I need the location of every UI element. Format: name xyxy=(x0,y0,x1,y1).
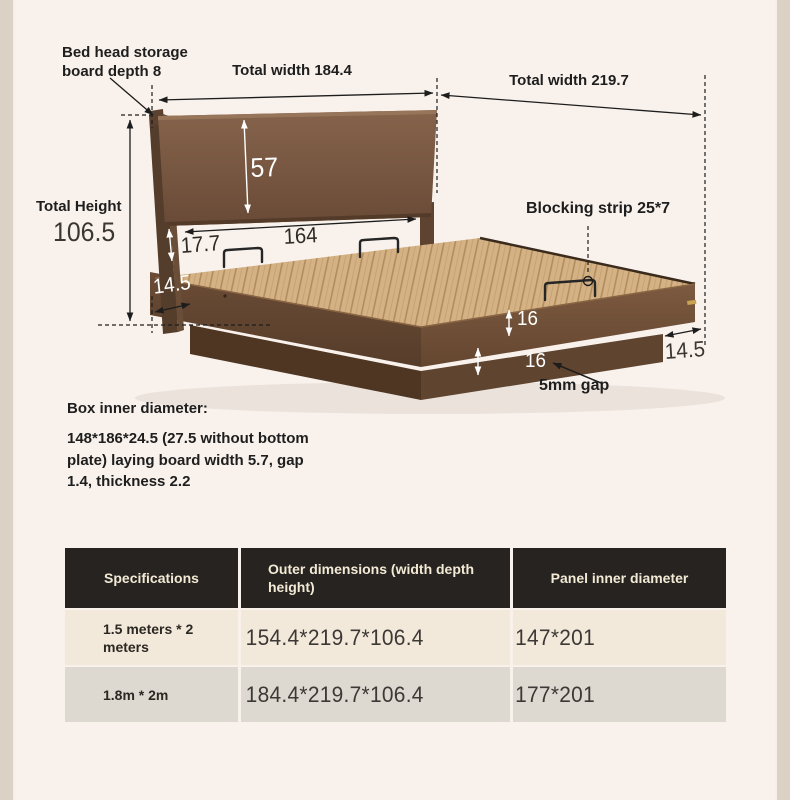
overhang-left-value: 14.5 xyxy=(152,271,192,299)
total-width-side-label: Total width 219.7 xyxy=(509,72,629,89)
blocking-strip-label: Blocking strip 25*7 xyxy=(526,200,671,217)
table-row1-spec: 1.5 meters * 2 meters xyxy=(65,610,238,665)
total-width-head-label: Total width 184.4 xyxy=(232,62,352,79)
bed-head-storage-label-line2: board depth 8 xyxy=(62,63,162,80)
left-edge-band xyxy=(0,0,15,800)
table-header-panel-inner-diameter: Panel inner diameter xyxy=(513,548,726,608)
table-row1-outer: 154.4*219.7*106.4 xyxy=(241,610,510,665)
headboard-panel xyxy=(158,110,437,226)
arrow-overhang-right xyxy=(665,329,701,336)
gap-note-label: 5mm gap xyxy=(539,377,610,394)
rail-dot xyxy=(223,294,226,297)
leader-bed-head xyxy=(110,78,153,115)
table-header-outer-dimensions: Outer dimensions (width depth height) xyxy=(241,548,510,608)
table-row2-spec: 1.8m * 2m xyxy=(65,667,238,722)
arrow-width-184 xyxy=(159,93,433,100)
arrow-width-219 xyxy=(441,95,701,115)
bed-head-storage-label-line1: Bed head storage xyxy=(62,44,188,61)
total-height-label: Total Height xyxy=(36,198,122,215)
table-row2-panel: 177*201 xyxy=(513,667,726,722)
overhang-right-value: 14.5 xyxy=(664,336,706,364)
lift-handle-1 xyxy=(224,248,262,267)
box-inner-diameter-body: 148*186*24.5 (27.5 without bottom plate) laying board width 5.7, gap 1.4, thickness 2.2 xyxy=(67,430,309,490)
box-inner-diameter-title: Box inner diameter: xyxy=(67,400,208,417)
headboard-height-value: 57 xyxy=(250,151,279,183)
table-row1-panel: 147*201 xyxy=(513,610,726,665)
table-header-specifications: Specifications xyxy=(65,548,238,608)
plinth-height-value: 16 xyxy=(525,350,546,372)
inner-width-value: 164 xyxy=(283,222,318,249)
table-row2-outer: 184.4*219.7*106.4 xyxy=(241,667,510,722)
specifications-table xyxy=(65,548,726,722)
right-edge-band xyxy=(775,0,790,800)
rail-height-value: 16 xyxy=(517,308,538,330)
total-height-value: 106.5 xyxy=(53,217,116,247)
gap-height-value: 17.7 xyxy=(180,230,221,258)
